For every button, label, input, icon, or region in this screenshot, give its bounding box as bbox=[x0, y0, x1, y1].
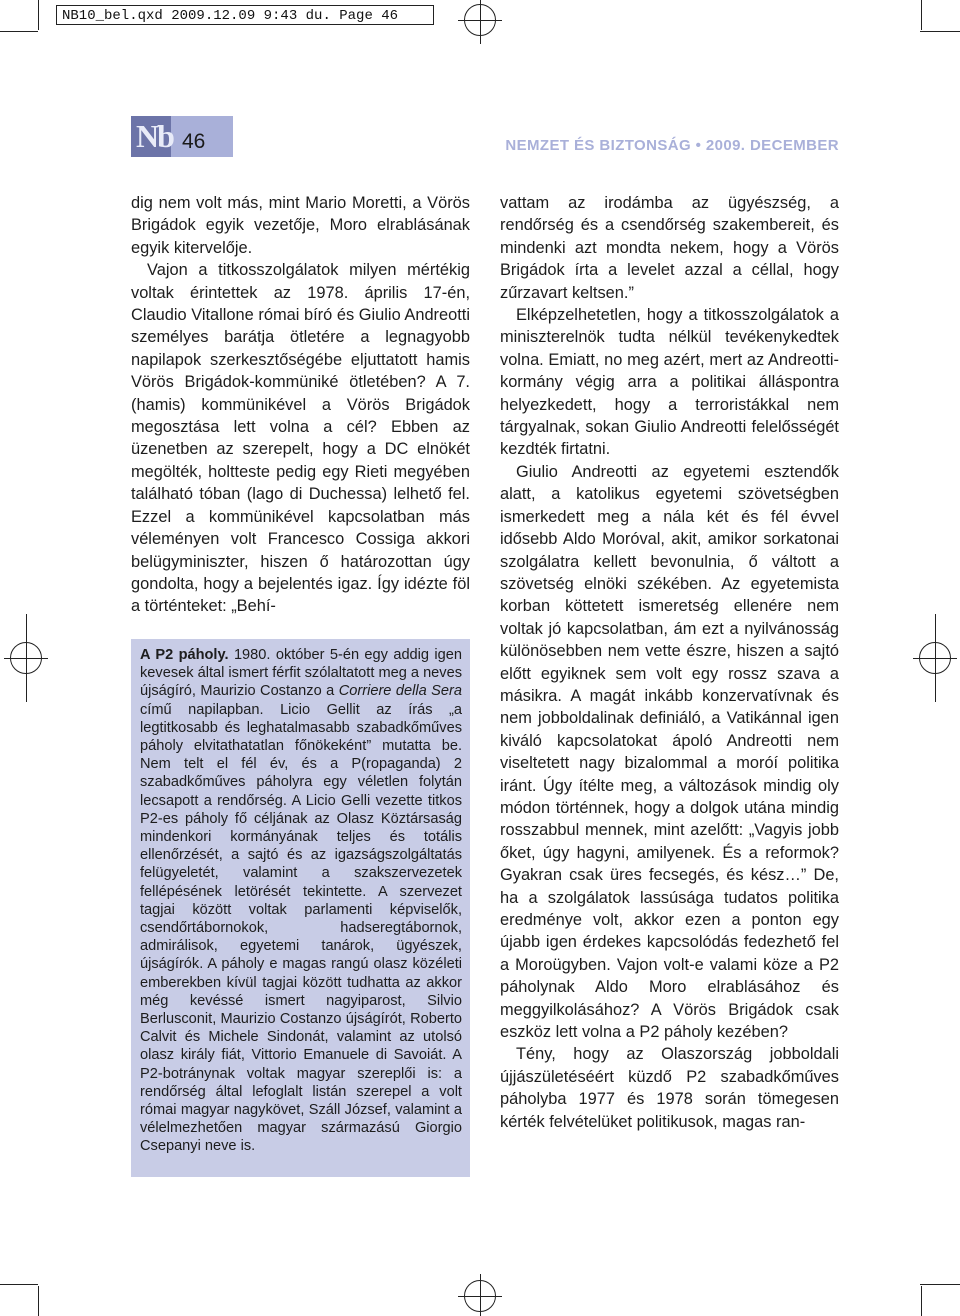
crop-mark-bottom-right-v bbox=[921, 1286, 922, 1316]
sidebar-box-text-1: 1980. október 5-én egy addig igen kevesek által ismert férfit szólaltatott meg a neves újságíró, Maurizio Costanzo a bbox=[140, 647, 463, 700]
crop-mark-bottom-right-h bbox=[920, 1284, 960, 1285]
sidebar-box-title: A P2 páholy. bbox=[140, 647, 229, 663]
left-paragraph-1: dig nem volt más, mint Mario Moretti, a Vörös Brigádok egyik vezetője, Moro elrablásának egyik kitervelője. bbox=[131, 194, 470, 257]
sidebar-box bbox=[140, 646, 462, 1156]
crop-mark-top-left-v bbox=[38, 0, 39, 30]
journal-title: NEMZET ÉS BIZTONSÁG • 2009. DECEMBER bbox=[505, 137, 839, 154]
right-paragraph-4: Tény, hogy az Olaszország jobboldali újjászületéséért küzdő P2 szabadkőműves páholyba 1977 és 1978 során tömegesen kérték felvételüket politikusok, magas ran- bbox=[500, 1045, 839, 1131]
journal-logo-text: Nb bbox=[136, 118, 173, 154]
crop-mark-bottom-left-h bbox=[0, 1284, 38, 1285]
printer-slug: NB10_bel.qxd 2009.12.09 9:43 du. Page 46 bbox=[56, 5, 434, 25]
right-paragraph-1: vattam az irodámba az ügyészség, a rendőrség és a csendőrség szakembereit, és mindenki azt mondta nekem, hogy a Vörös Brigádok írta a levelet azzal a céllal, hogy zűrzavart keltsen.” bbox=[500, 194, 839, 302]
right-paragraph-2: Elképzelhetetlen, hogy a titkosszolgálatok a miniszterelnök tudta nélkül tevékenykedtek volna. Emiatt, no meg azért, mert az Andreotti-kormány végig arra a politikai álláspontra helyezkedett, hogy a terroristákkal nem tárgyalnak, sokan Giulio Andreotti felelősségét kezdték firtatni. bbox=[500, 306, 839, 459]
left-column bbox=[131, 192, 470, 618]
left-paragraph-2: Vajon a titkosszolgálatok milyen mértékig voltak érintettek az 1978. április 17-én, Claudio Vitallone római bíró és Giulio Andreotti személyes barátja ötletére a legnagyobb napilapok szerkesztőségébe eljuttatott hamis Vörös Brigádok-kommüniké ötletében? A 7. (hamis) kommünikével a Vörös Brigádok megosztása lett volna a cél? Ebben az üzenetben az szerepelt, hogy a DC elnökét megölték, holtteste pedig egy Rieti megyében található tóban (lago di Duchessa) lelhető fel. Ezzel a kommünikével kapcsolatban más véleményen volt Francesco Cossiga akkori belügyminiszter, hiszen ő határozottan úgy gondolta, hogy a bejelentés igaz. Így idézte föl a történteket: „Behí- bbox=[131, 261, 470, 616]
sidebar-box-newspaper-name: Corriere della Sera bbox=[338, 683, 463, 700]
page-number: 46 bbox=[182, 130, 206, 153]
right-paragraph-3: Giulio Andreotti az egyetemi esztendők alatt, a katolikus egyetemi szövetségben ismerkedett meg a nála két és fél évvel idősebb Aldo Moróval, akit, amikor sorkatonai szolgálatra kellett bevonulnia, ő váltott a szövetség elnöki székében. Az egyetemista korban köttetett ismeretség ellenére nem voltak jó kapcsolatban, ám ezt a nyilvánosság különösebben nem vette észre, hiszen a sajtó előtt egyiknek sem volt egy rossz szava a másikra. A magát inkább konzervatívnak és nem jobboldalinak definiáló, a Vatikánnal igen kiváló kapcsolatokat ápoló Andreotti nem viseltetett nagy bizalommal a moróí politika iránt. Úgy ítélte meg, a változások mindig oly módon történnek, hogy a dolgok utána mindig rosszabbul mennek, mint azelőtt: „Vagyis jobb őket, úgy hagyni, amilyenek. És a reformok? Gyakran csak üres fecsegés, és kész…” De, ha a szolgálatok lassúsága tudatos politika eredménye volt, akkor ezen a ponton egy újabb igen érdekes kapcsolódás fedezhető fel a Moroügyben. Vajon volt-e valami köze a P2 páholynak Aldo Moro elrablásához és meggyilkolásához? A Vörös Brigádok csak eszköz lett volna a P2 páholy kezében? bbox=[500, 462, 839, 1042]
right-column bbox=[500, 192, 839, 1133]
crop-mark-top-left-h bbox=[0, 31, 38, 32]
sidebar-box-text-2: című napilapban. Licio Gellit az írás „a legtitkosabb és leghatalmasabb szabadkőműves páholy elvitathatatlan főnökeként” mutatta be. Nem telt el fél év, és a P(ropaganda) 2 szabadkőműves páholyra egy véletlen folytán lecsapott a rendőrség. A Licio Gelli vezette titkos P2-es páholy fő céljának az Olasz Köztársaság mindenkori kormányának teljes és totális ellenőrzését, a sajtó és az igazságszolgáltatás felügyeletét, valamint a szakszervezetek fellépésének letörését tekintette. A szervezet tagjai között voltak parlamenti képviselők, csendőrtábornokok, hadseregtábornok, admirálisok, egyetemi tanárok, ügyészek, újságírók. A páholy e magas rangú olasz közéleti emberekben kívül tagjai között tudhatta az akkor még kevéssé ismert nagyiparost, Silvio Berlusconit, Maurizio Costanzo újságírót, Roberto Calvit és Michele Sindonát, valamint az utolsó olasz király fiát, Vittorio Emanuele di Savoiát. A P2-botránynak voltak magyar szereplői is: a rendőrség által lefoglalt listán szerepel a volt római magyar nagykövet, Száll József, valamint a vélelmezhetően magyar származású Giorgio Csepanyi neve is. bbox=[140, 701, 462, 1155]
crop-mark-bottom-left-v bbox=[38, 1286, 39, 1316]
crop-mark-top-right-v bbox=[921, 0, 922, 30]
sidebar-box-paragraph bbox=[140, 646, 462, 1156]
crop-mark-top-right-h bbox=[920, 31, 960, 32]
